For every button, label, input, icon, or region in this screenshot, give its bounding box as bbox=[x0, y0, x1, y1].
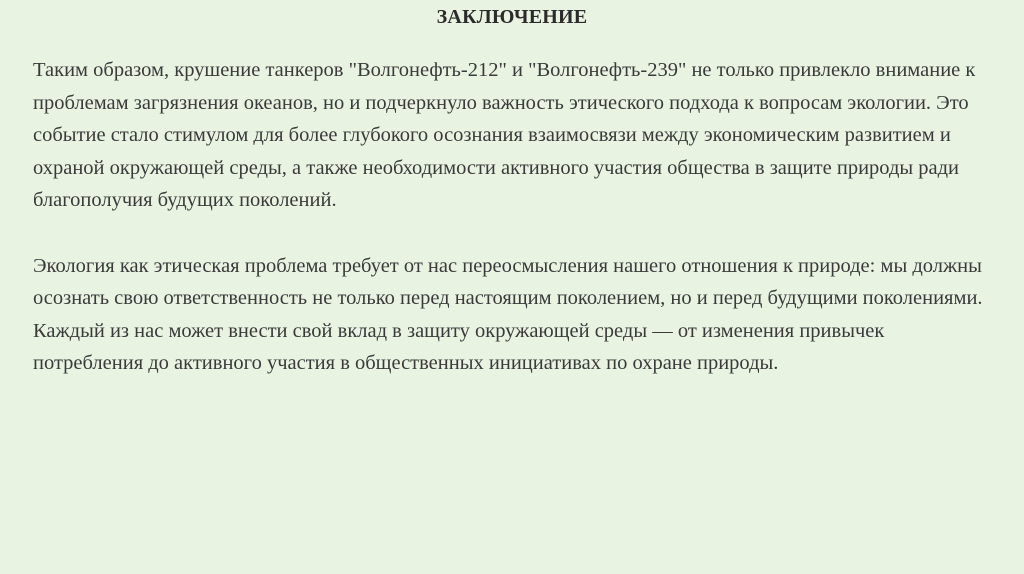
paragraph-1: Таким образом, крушение танкеров "Волгонефть-212" и "Волгонефть-239" не только привлекло внимание к проблемам загрязнения океанов, но и подчеркнуло важность этического подхода к вопросам экологии. Это событие стало стимулом для более глубокого осознания взаимосвязи между экономическим развитием и охраной окружающей среды, а также необходимости активного участия общества в защите природы ради благополучия будущих поколений. bbox=[33, 59, 976, 212]
paragraph-2: Экология как этическая проблема требует от нас переосмысления нашего отношения к природе: мы должны осознать свою ответственность не только перед настоящим поколением, но и перед будущими поколениями. Каждый из нас может внести свой вклад в защиту окружающей среды — от изменения привычек потребления до активного участия в общественных инициативах по охране природы. bbox=[33, 254, 983, 375]
slide-title: ЗАКЛЮЧЕНИЕ bbox=[436, 6, 588, 28]
slide-body bbox=[33, 54, 993, 380]
